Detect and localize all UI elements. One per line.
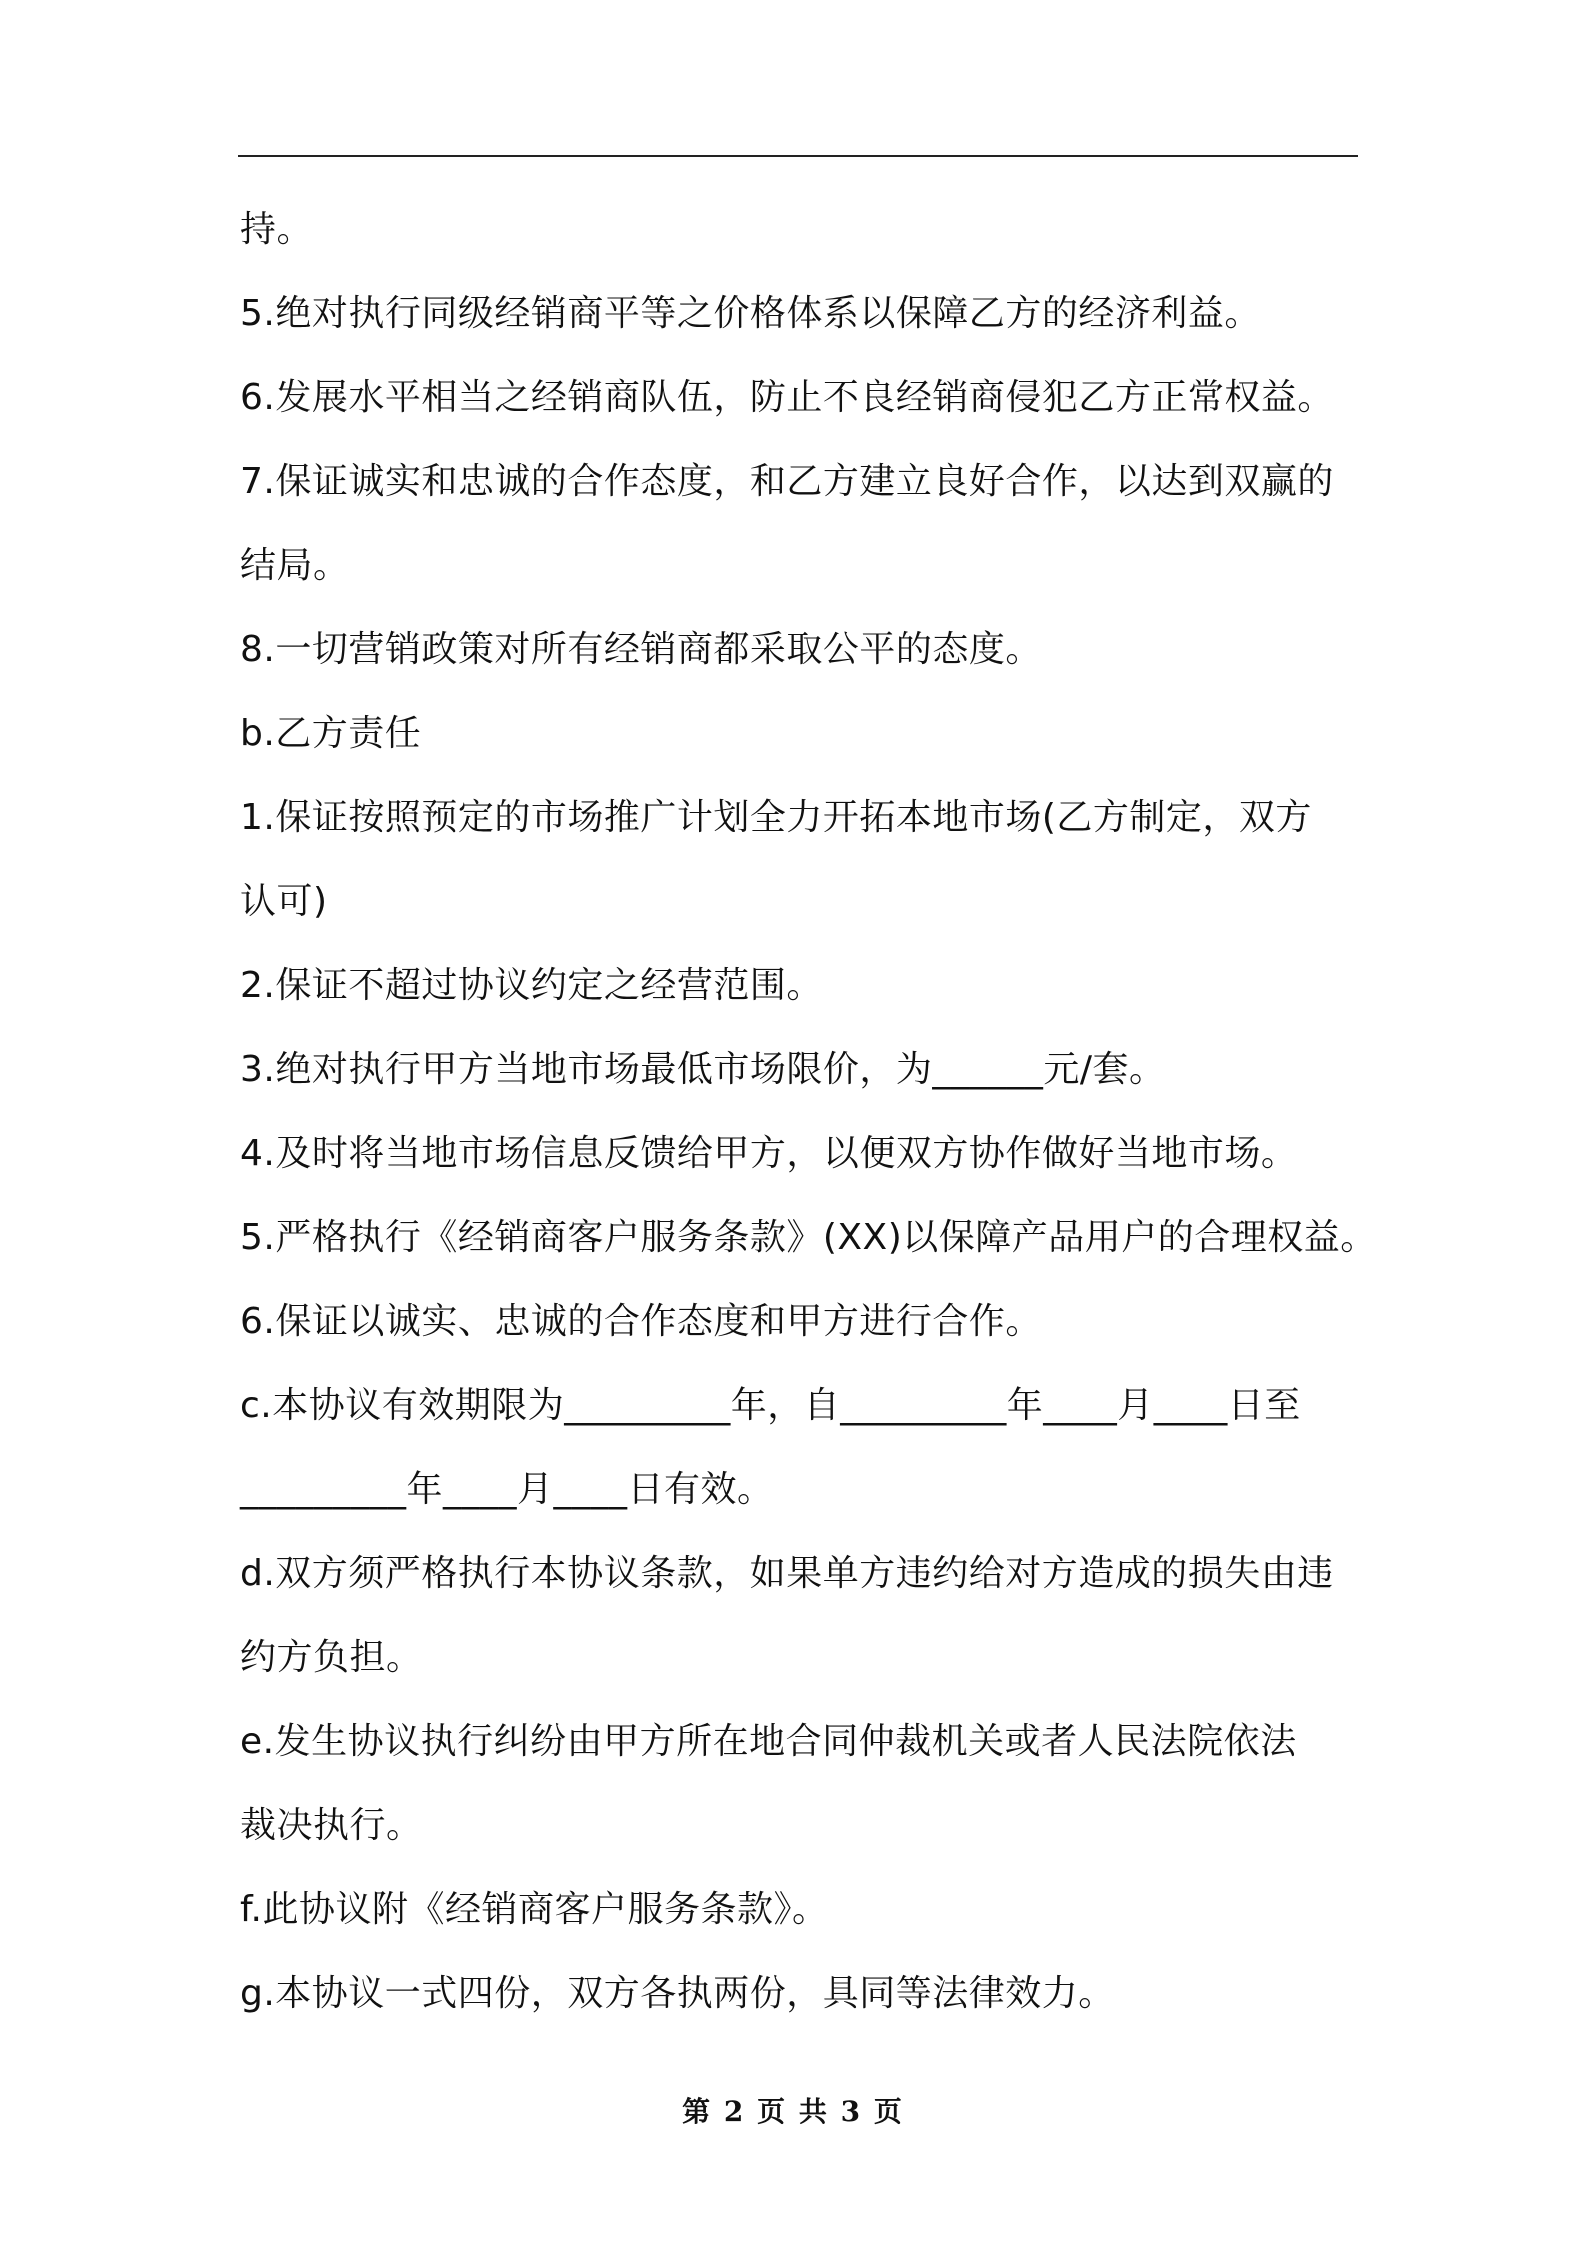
paragraph-line: 5.严格执行《经销商客户服务条款》(XX)以保障产品用户的合理权益。	[240, 1217, 1377, 1258]
paragraph-line: 7.保证诚实和忠诚的合作态度，和乙方建立良好合作，以达到双赢的	[240, 461, 1334, 502]
paragraph-line: 结局。	[240, 545, 350, 586]
paragraph-line: e.发生协议执行纠纷由甲方所在地合同仲裁机关或者人民法院依法	[240, 1721, 1297, 1762]
paragraph-line: 认可)	[240, 881, 328, 922]
paragraph-line: _________年____月____日有效。	[240, 1469, 774, 1510]
paragraph-line: 6.保证以诚实、忠诚的合作态度和甲方进行合作。	[240, 1301, 1042, 1342]
page-number-footer: 第 2 页 共 3 页	[682, 2095, 904, 2128]
paragraph-line: 8.一切营销政策对所有经销商都采取公平的态度。	[240, 629, 1042, 670]
paragraph-line: d.双方须严格执行本协议条款，如果单方违约给对方造成的损失由违	[240, 1553, 1334, 1594]
paragraph-line: 1.保证按照预定的市场推广计划全力开拓本地市场(乙方制定，双方	[240, 797, 1312, 838]
paragraph-line: c.本协议有效期限为_________年，自_________年____月____日至	[240, 1385, 1301, 1426]
paragraph-line: 2.保证不超过协议约定之经营范围。	[240, 965, 823, 1006]
paragraph-line: 3.绝对执行甲方当地市场最低市场限价，为______元/套。	[240, 1049, 1166, 1090]
paragraph-line: 4.及时将当地市场信息反馈给甲方，以便双方协作做好当地市场。	[240, 1133, 1298, 1174]
paragraph-line: 裁决执行。	[240, 1805, 423, 1846]
paragraph-line: 6.发展水平相当之经销商队伍，防止不良经销商侵犯乙方正常权益。	[240, 377, 1334, 418]
paragraph-line: 约方负担。	[240, 1637, 423, 1678]
paragraph-line: g.本协议一式四份，双方各执两份，具同等法律效力。	[240, 1973, 1115, 2014]
document-body	[240, 188, 1377, 2036]
paragraph-line: 持。	[240, 209, 314, 250]
section-heading: b.乙方责任	[240, 713, 422, 754]
header-rule	[238, 155, 1358, 157]
paragraph-line: f.此协议附《经销商客户服务条款》。	[240, 1889, 829, 1930]
paragraph-line: 5.绝对执行同级经销商平等之价格体系以保障乙方的经济利益。	[240, 293, 1261, 334]
